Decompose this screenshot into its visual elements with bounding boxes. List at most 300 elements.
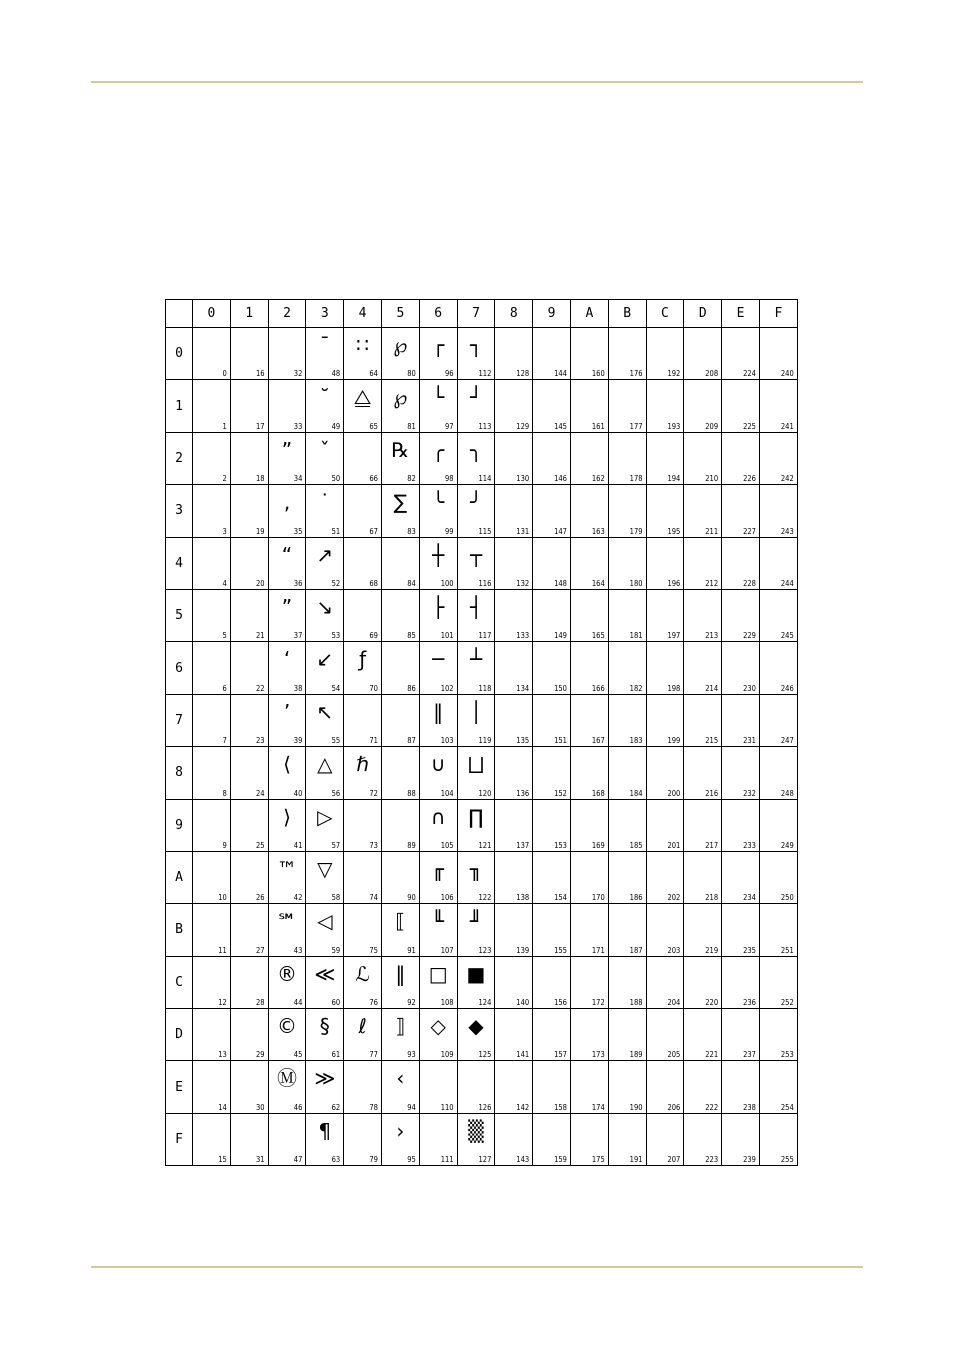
row-header-E: E	[166, 1061, 193, 1113]
char-cell	[419, 1113, 457, 1165]
char-cell	[230, 694, 268, 746]
char-code: 225	[743, 421, 756, 431]
char-cell	[230, 747, 268, 799]
row-header-4: 4	[166, 537, 193, 589]
char-code: 75	[369, 945, 378, 955]
char-cell	[268, 956, 306, 1008]
char-code: 144	[554, 369, 567, 379]
char-code: 47	[293, 1155, 303, 1165]
char-cell	[646, 537, 684, 589]
char-cell	[759, 1113, 797, 1165]
char-code: 239	[743, 1155, 756, 1165]
column-header-2: 2	[268, 300, 306, 328]
char-glyph: ˙	[319, 490, 330, 515]
row-header-3: 3	[166, 485, 193, 537]
char-code: 129	[516, 421, 530, 431]
char-code: 37	[293, 631, 303, 641]
char-code: 205	[667, 1050, 681, 1060]
char-code: 182	[629, 683, 643, 693]
char-cell	[268, 642, 306, 694]
char-cell	[608, 1061, 646, 1113]
char-glyph: ∏	[468, 804, 484, 829]
char-code: 62	[331, 1102, 341, 1112]
char-cell	[230, 956, 268, 1008]
char-cell	[268, 589, 306, 641]
char-glyph: ╮	[469, 437, 482, 462]
char-code: 113	[478, 421, 492, 431]
char-cell	[457, 485, 495, 537]
char-code: 194	[667, 474, 681, 484]
char-code: 36	[293, 578, 303, 588]
char-code: 253	[780, 1050, 794, 1060]
char-code: 0	[222, 369, 227, 379]
char-code: 58	[331, 893, 341, 903]
char-code: 81	[407, 421, 416, 431]
table-row	[166, 747, 798, 799]
char-cell	[344, 380, 382, 432]
char-cell	[759, 642, 797, 694]
char-code: 227	[743, 526, 756, 536]
char-code: 178	[629, 474, 643, 484]
char-cell	[608, 1009, 646, 1061]
char-code: 95	[407, 1155, 416, 1165]
char-code: 249	[780, 840, 794, 850]
char-code: 54	[331, 683, 341, 693]
char-cell	[193, 1061, 231, 1113]
char-code: 97	[444, 421, 454, 431]
char-cell	[344, 956, 382, 1008]
char-code: 184	[629, 788, 643, 798]
char-code: 93	[407, 1050, 416, 1060]
char-cell	[457, 1113, 495, 1165]
char-cell	[268, 694, 306, 746]
char-cell	[306, 747, 344, 799]
char-cell	[268, 1113, 306, 1165]
char-code: 21	[256, 631, 265, 641]
char-code: 186	[629, 893, 643, 903]
char-code: 246	[780, 683, 794, 693]
char-code: 136	[516, 788, 530, 798]
char-code: 143	[516, 1155, 530, 1165]
char-cell	[495, 1061, 533, 1113]
char-cell	[533, 694, 571, 746]
table-row	[166, 328, 798, 380]
char-code: 32	[293, 369, 303, 379]
char-cell	[608, 432, 646, 484]
char-glyph: □	[428, 961, 448, 986]
char-code: 180	[629, 578, 643, 588]
char-code: 70	[369, 683, 378, 693]
char-code: 83	[407, 526, 416, 536]
char-code: 92	[407, 998, 416, 1008]
char-glyph: ◆	[468, 1014, 484, 1039]
char-glyph: ℞	[391, 437, 410, 462]
table-row	[166, 642, 798, 694]
char-glyph: └	[432, 385, 445, 410]
char-cell	[570, 380, 608, 432]
char-cell	[268, 1061, 306, 1113]
char-cell	[495, 1009, 533, 1061]
char-code: 106	[440, 893, 454, 903]
char-cell	[646, 694, 684, 746]
char-cell	[457, 432, 495, 484]
char-code: 140	[516, 998, 530, 1008]
table-row	[166, 904, 798, 956]
char-code: 128	[516, 369, 530, 379]
char-code: 4	[222, 578, 227, 588]
char-glyph: ╖	[469, 856, 482, 881]
char-code: 40	[293, 788, 303, 798]
char-code: 244	[780, 578, 794, 588]
char-code: 111	[440, 1155, 454, 1165]
char-code: 224	[743, 369, 756, 379]
char-code: 192	[667, 369, 681, 379]
char-cell	[495, 1113, 533, 1165]
char-cell	[570, 799, 608, 851]
char-code: 68	[369, 578, 378, 588]
char-code: 235	[743, 945, 756, 955]
char-cell	[419, 1009, 457, 1061]
char-glyph: ℒ	[355, 961, 370, 986]
char-code: 170	[591, 893, 605, 903]
char-cell	[759, 1009, 797, 1061]
char-code: 115	[478, 526, 492, 536]
char-code: 118	[478, 683, 492, 693]
char-cell	[608, 380, 646, 432]
char-code: 185	[629, 840, 643, 850]
char-cell	[419, 956, 457, 1008]
char-cell	[646, 956, 684, 1008]
char-code: 109	[440, 1050, 454, 1060]
char-cell	[646, 1113, 684, 1165]
char-code: 139	[516, 945, 530, 955]
char-glyph: ⟩	[283, 804, 291, 829]
char-cell	[268, 380, 306, 432]
char-code: 250	[780, 893, 794, 903]
char-cell	[684, 432, 722, 484]
char-cell	[495, 642, 533, 694]
char-cell	[533, 1061, 571, 1113]
char-code: 84	[407, 578, 416, 588]
char-code: 187	[629, 945, 643, 955]
char-cell	[230, 380, 268, 432]
char-cell	[193, 642, 231, 694]
char-glyph: ↖	[316, 699, 334, 724]
char-glyph: ”	[281, 437, 293, 462]
char-cell	[533, 642, 571, 694]
char-code: 23	[256, 736, 265, 746]
char-glyph: ®	[276, 961, 297, 986]
row-header-1: 1	[166, 380, 193, 432]
char-code: 166	[591, 683, 605, 693]
row-header-D: D	[166, 1009, 193, 1061]
char-code: 169	[591, 840, 605, 850]
footer-rule	[91, 1266, 863, 1268]
char-cell	[533, 485, 571, 537]
char-code: 66	[369, 474, 378, 484]
char-cell	[608, 328, 646, 380]
char-code: 33	[293, 421, 303, 431]
char-cell	[646, 642, 684, 694]
char-glyph: ╓	[432, 856, 445, 881]
char-code: 152	[554, 788, 567, 798]
table-row	[166, 1009, 798, 1061]
char-glyph: ˇ	[319, 437, 330, 462]
char-code: 108	[440, 998, 454, 1008]
char-glyph: ⟦	[395, 909, 406, 934]
char-code: 121	[478, 840, 492, 850]
column-header-D: D	[684, 300, 722, 328]
char-cell	[306, 642, 344, 694]
char-glyph: ↙	[316, 647, 334, 672]
char-code: 132	[516, 578, 530, 588]
char-glyph: ƒ	[359, 647, 367, 672]
char-code: 216	[705, 788, 719, 798]
char-glyph: ◇	[430, 1014, 446, 1039]
column-header-0: 0	[193, 300, 231, 328]
char-code: 77	[369, 1050, 378, 1060]
char-code: 181	[629, 631, 643, 641]
char-code: 8	[222, 788, 227, 798]
char-code: 168	[591, 788, 605, 798]
char-code: 85	[407, 631, 416, 641]
char-cell	[419, 694, 457, 746]
row-header-7: 7	[166, 694, 193, 746]
char-code: 241	[780, 421, 794, 431]
char-code: 12	[218, 998, 227, 1008]
char-code: 217	[705, 840, 719, 850]
char-code: 127	[478, 1155, 492, 1165]
char-cell	[230, 904, 268, 956]
char-code: 126	[478, 1102, 492, 1112]
char-cell	[722, 851, 760, 903]
char-cell	[381, 380, 419, 432]
char-code: 243	[780, 526, 794, 536]
char-glyph: ⟧	[395, 1014, 406, 1039]
char-cell	[381, 589, 419, 641]
char-code: 214	[705, 683, 719, 693]
char-code: 86	[407, 683, 416, 693]
char-cell	[306, 956, 344, 1008]
char-cell	[684, 642, 722, 694]
char-code: 162	[591, 474, 605, 484]
char-code: 123	[478, 945, 492, 955]
char-cell	[268, 537, 306, 589]
char-cell	[646, 799, 684, 851]
char-code: 202	[667, 893, 681, 903]
char-code: 101	[440, 631, 454, 641]
char-code: 35	[293, 526, 303, 536]
row-header-2: 2	[166, 432, 193, 484]
column-header-F: F	[759, 300, 797, 328]
char-cell	[457, 694, 495, 746]
char-cell	[684, 1113, 722, 1165]
char-glyph: §	[319, 1014, 330, 1039]
char-code: 190	[629, 1102, 643, 1112]
char-cell	[646, 328, 684, 380]
char-cell	[193, 851, 231, 903]
char-cell	[381, 485, 419, 537]
char-code: 41	[293, 840, 303, 850]
char-cell	[533, 956, 571, 1008]
char-cell	[684, 851, 722, 903]
char-cell	[722, 380, 760, 432]
char-code: 234	[743, 893, 756, 903]
char-cell	[230, 328, 268, 380]
char-glyph: ↘	[316, 594, 334, 619]
char-cell	[608, 1113, 646, 1165]
char-cell	[495, 956, 533, 1008]
char-code: 65	[369, 421, 378, 431]
char-glyph: ┐	[469, 333, 482, 357]
char-cell	[193, 380, 231, 432]
char-cell	[306, 485, 344, 537]
char-cell	[306, 799, 344, 851]
char-code: 213	[705, 631, 719, 641]
char-cell	[684, 537, 722, 589]
char-code: 173	[591, 1050, 605, 1060]
char-cell	[759, 956, 797, 1008]
char-glyph: ™	[276, 856, 297, 881]
char-glyph: ├	[432, 594, 445, 619]
char-glyph: ╯	[469, 490, 482, 515]
char-cell	[457, 1009, 495, 1061]
char-code: 63	[331, 1155, 341, 1165]
table-row	[166, 589, 798, 641]
char-code: 9	[222, 840, 227, 850]
column-header-1: 1	[230, 300, 268, 328]
char-cell	[722, 537, 760, 589]
column-header-A: A	[570, 300, 608, 328]
char-code: 158	[554, 1102, 567, 1112]
char-code: 204	[667, 998, 681, 1008]
char-cell	[381, 904, 419, 956]
char-cell	[759, 589, 797, 641]
char-code: 3	[222, 526, 227, 536]
char-cell	[306, 904, 344, 956]
char-cell	[570, 589, 608, 641]
char-glyph: ≫	[314, 1066, 336, 1091]
char-cell	[306, 1009, 344, 1061]
char-cell	[306, 851, 344, 903]
char-code: 177	[629, 421, 643, 431]
char-glyph: ┼	[432, 542, 445, 567]
char-cell	[759, 904, 797, 956]
char-cell	[419, 747, 457, 799]
char-cell	[646, 432, 684, 484]
char-cell	[419, 485, 457, 537]
char-code: 147	[554, 526, 567, 536]
char-glyph: ›	[396, 1118, 405, 1143]
char-cell	[344, 485, 382, 537]
char-code: 26	[256, 893, 265, 903]
char-code: 30	[256, 1102, 265, 1112]
char-code: 236	[743, 998, 756, 1008]
char-code: 125	[478, 1050, 492, 1060]
char-glyph: Ⓜ	[276, 1066, 297, 1091]
table-row	[166, 694, 798, 746]
char-code: 209	[705, 421, 719, 431]
char-code: 71	[369, 736, 378, 746]
char-cell	[570, 328, 608, 380]
char-cell	[381, 642, 419, 694]
char-code: 218	[705, 893, 719, 903]
column-header-6: 6	[419, 300, 457, 328]
char-cell	[646, 1009, 684, 1061]
char-cell	[381, 432, 419, 484]
char-glyph: ℘	[393, 333, 408, 357]
char-cell	[684, 747, 722, 799]
char-glyph: ┌	[432, 333, 445, 357]
char-code: 61	[331, 1050, 341, 1060]
char-cell	[495, 380, 533, 432]
char-code: 254	[780, 1102, 794, 1112]
char-code: 114	[478, 474, 492, 484]
char-cell	[722, 904, 760, 956]
char-code: 80	[407, 369, 416, 379]
char-cell	[344, 851, 382, 903]
char-cell	[608, 642, 646, 694]
row-header-8: 8	[166, 747, 193, 799]
char-cell	[533, 799, 571, 851]
char-glyph: ⧋	[353, 385, 372, 410]
char-code: 100	[440, 578, 454, 588]
char-cell	[344, 328, 382, 380]
char-code: 38	[293, 683, 303, 693]
char-glyph: ╭	[432, 437, 445, 462]
row-header-F: F	[166, 1113, 193, 1165]
char-cell	[419, 537, 457, 589]
char-code: 191	[629, 1155, 643, 1165]
char-code: 195	[667, 526, 681, 536]
row-header-9: 9	[166, 799, 193, 851]
char-code: 156	[554, 998, 567, 1008]
char-code: 188	[629, 998, 643, 1008]
char-cell	[533, 1113, 571, 1165]
char-cell	[457, 589, 495, 641]
char-glyph: ‖	[395, 961, 406, 986]
char-code: 124	[478, 998, 492, 1008]
char-cell	[684, 956, 722, 1008]
char-code: 17	[256, 421, 265, 431]
char-cell	[495, 904, 533, 956]
char-code: 208	[705, 369, 719, 379]
char-glyph: ˉ	[319, 333, 330, 357]
char-cell	[344, 747, 382, 799]
char-cell	[419, 380, 457, 432]
char-glyph: ‘	[283, 647, 291, 672]
char-cell	[608, 747, 646, 799]
char-code: 141	[516, 1050, 530, 1060]
char-cell	[570, 1009, 608, 1061]
char-code: 231	[743, 736, 756, 746]
char-code: 13	[218, 1050, 227, 1060]
char-cell	[230, 1061, 268, 1113]
char-code: 64	[369, 369, 378, 379]
char-cell	[381, 694, 419, 746]
char-cell	[193, 328, 231, 380]
char-glyph: ┴	[469, 647, 482, 672]
char-cell	[306, 328, 344, 380]
char-code: 159	[554, 1155, 567, 1165]
char-code: 98	[444, 474, 454, 484]
table-row	[166, 537, 798, 589]
char-cell	[570, 537, 608, 589]
char-cell	[646, 851, 684, 903]
char-code: 203	[667, 945, 681, 955]
char-cell	[646, 1061, 684, 1113]
char-code: 223	[705, 1155, 719, 1165]
